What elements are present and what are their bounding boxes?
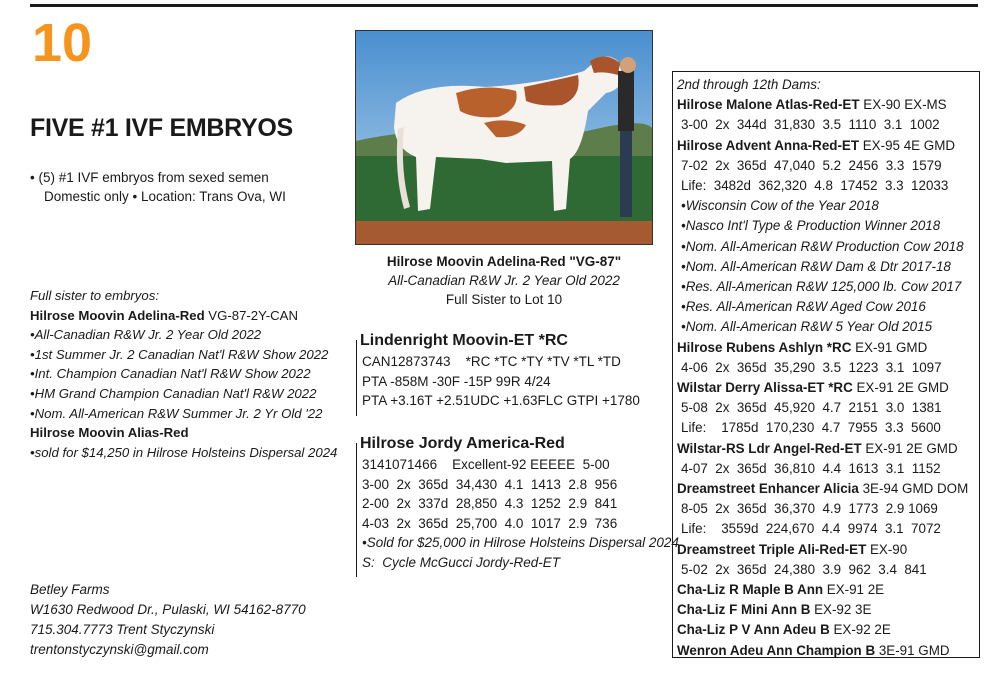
production-record: Life: 3482d 362,320 4.8 17452 3.3 12033 [681, 178, 949, 194]
offer-line: Domestic only • Location: Trans Ova, WI [44, 189, 286, 204]
honor-line: •Wisconsin Cow of the Year 2018 [681, 198, 879, 214]
consignor-email: trentonstyczynski@gmail.com [30, 642, 209, 657]
full-sister-intro: Full sister to embryos: [30, 288, 159, 303]
full-sister-title [30, 306, 360, 326]
dam-entry-classification: 3E-94 GMD DOM [858, 481, 969, 497]
sibling-name: Hilrose Moovin Alias-Red [30, 425, 189, 441]
dam-entry [677, 641, 979, 661]
consignor-contact [30, 580, 306, 660]
honor-line: •Nasco Int'l Type & Production Winner 2018 [681, 218, 941, 234]
dam-name: Hilrose Jordy America-Red [360, 435, 565, 452]
dam-entry [677, 439, 979, 459]
dam-entry-classification: EX-91 GMD [851, 339, 928, 355]
lot-number: 10 [32, 13, 93, 73]
caption-note: Full Sister to Lot 10 [445, 292, 563, 307]
sire-line: CAN12873743 *RC *TC *TY *TV *TL *TD [362, 354, 621, 369]
production-record: 7-02 2x 365d 47,040 5.2 2456 3.3 1579 [681, 157, 942, 173]
dam-entry-classification: EX-90 [866, 541, 908, 557]
production-record: 8-05 2x 365d 36,370 4.9 1773 2.9 1069 [681, 501, 938, 517]
production-record: 5-02 2x 365d 24,380 3.9 962 3.4 841 [681, 561, 927, 577]
cow-photo-illustration [356, 31, 653, 245]
consignor-phone: 715.304.7773 Trent Styczynski [30, 622, 215, 637]
consignor-address: W1630 Redwood Dr., Pulaski, WI 54162-8770 [30, 602, 306, 617]
dam-entry-name: Wilstar-RS Ldr Angel-Red-ET [677, 440, 862, 456]
dam-entry-classification: EX-95 4E GMD [859, 137, 956, 153]
dam-entry-name: Cha-Liz F Mini Ann B [677, 602, 811, 618]
full-sister-section [30, 286, 360, 462]
honor-line: •HM Grand Champion Canadian Nat'l R&W 2022 [30, 385, 317, 401]
sire-line: PTA +3.16T +2.51UDC +1.63FLC GTPI +1780 [362, 393, 640, 408]
dam-entry [677, 378, 979, 398]
dam-line: 2-00 2x 337d 28,850 4.3 1252 2.9 841 [362, 496, 618, 511]
dam-entry-classification: EX-90 EX-MS [859, 97, 947, 113]
dams-box [672, 71, 980, 658]
dam-sire: S: Cycle McGucci Jordy-Red-ET [362, 554, 561, 570]
honor-line: •Nom. All-American R&W Summer Jr. 2 Yr Old '22 [30, 405, 323, 421]
full-sister-name: Hilrose Moovin Adelina-Red [30, 307, 205, 323]
dam-entry-name: Wilstar Derry Alissa-ET *RC [677, 380, 853, 396]
dam-block [356, 433, 679, 572]
honor-line: •Int. Champion Canadian Nat'l R&W Show 2022 [30, 366, 311, 382]
dam-entry [677, 95, 979, 115]
honor-line: •Nom. All-American R&W 5 Year Old 2015 [681, 319, 933, 335]
dam-entry-classification: EX-92 2E [829, 622, 891, 638]
dam-entry-name: Hilrose Rubens Ashlyn *RC [677, 339, 852, 355]
production-record: 4-07 2x 365d 36,810 4.4 1613 3.1 1152 [681, 460, 941, 476]
consignor-name: Betley Farms [30, 582, 110, 597]
honor-line: •Res. All-American R&W Aged Cow 2016 [681, 299, 926, 315]
dam-entry-name: Hilrose Advent Anna-Red-ET [677, 137, 860, 153]
dam-entry-name: Dreamstreet Triple Ali-Red-ET [677, 541, 867, 557]
dam-entry-classification: EX-91 2E GMD [852, 380, 949, 396]
photo-caption [355, 252, 653, 309]
honor-line: •All-Canadian R&W Jr. 2 Year Old 2022 [30, 327, 262, 343]
dam-entry-classification: 3E-91 GMD [875, 642, 950, 658]
honor-line: •Res. All-American R&W 125,000 lb. Cow 2017 [681, 279, 962, 295]
dam-entry-name: Cha-Liz P V Ann Adeu B [677, 622, 830, 638]
honor-line: •Nom. All-American R&W Production Cow 2018 [681, 238, 964, 254]
dam-entry-classification: EX-91 2E GMD [861, 440, 958, 456]
dam-entry-classification: EX-92 3E [810, 602, 872, 618]
cow-photo [355, 30, 653, 245]
dam-entry-name: Cha-Liz R Maple B Ann [677, 582, 824, 598]
sire-name: Lindenright Moovin-ET *RC [360, 332, 568, 349]
sire-block [356, 330, 640, 411]
full-sister-score: VG-87-2Y-CAN [204, 307, 298, 323]
dam-line: 3141071466 Excellent-92 EEEEE 5-00 [362, 457, 610, 472]
honor-line: •Nom. All-American R&W Dam & Dtr 2017-18 [681, 258, 951, 274]
offer-details [30, 168, 286, 206]
dam-entry [677, 600, 979, 620]
dam-entry-classification: EX-91 2E [823, 582, 885, 598]
dam-entry [677, 620, 979, 640]
production-record: 4-06 2x 365d 35,290 3.5 1223 3.1 1097 [681, 359, 942, 375]
dam-entry-name: Dreamstreet Enhancer Alicia [677, 481, 859, 497]
offer-line: • (5) #1 IVF embryos from sexed semen [30, 170, 269, 185]
sire-line: PTA -858M -30F -15P 99R 4/24 [362, 373, 551, 389]
caption-award: All-Canadian R&W Jr. 2 Year Old 2022 [388, 273, 620, 288]
sire-rule [356, 340, 357, 416]
dam-entry-name: Hilrose Malone Atlas-Red-ET [677, 97, 860, 113]
production-record: Life: 3559d 224,670 4.4 9974 3.1 7072 [681, 521, 941, 537]
sibling-note: •sold for $14,250 in Hilrose Holsteins Dispersal 2024 [30, 444, 338, 460]
dam-entry [677, 136, 979, 156]
dam-entry [677, 540, 979, 560]
dams-list [677, 95, 979, 661]
production-record: 3-00 2x 344d 31,830 3.5 1110 3.1 1002 [681, 117, 940, 133]
dam-line: 4-03 2x 365d 25,700 4.0 1017 2.9 736 [362, 515, 618, 531]
honor-line: •1st Summer Jr. 2 Canadian Nat'l R&W Show 2022 [30, 346, 329, 362]
dam-entry-name: Wenron Adeu Ann Champion B [677, 642, 876, 658]
dam-entry [677, 580, 979, 600]
production-record: Life: 1785d 170,230 4.7 7955 3.3 5600 [681, 420, 941, 436]
dam-entry [677, 479, 979, 499]
lot-title: FIVE #1 IVF EMBRYOS [30, 114, 293, 142]
dam-entry [677, 338, 979, 358]
dam-note: •Sold for $25,000 in Hilrose Holsteins Dispersal 2024 [362, 535, 679, 550]
production-record: 5-08 2x 365d 45,920 4.7 2151 3.0 1381 [681, 400, 942, 416]
caption-name: Hilrose Moovin Adelina-Red "VG-87" [386, 254, 622, 269]
dam-rule [356, 443, 357, 577]
dam-line: 3-00 2x 365d 34,430 4.1 1413 2.8 956 [362, 476, 618, 492]
top-rule [30, 4, 978, 7]
dams-heading: 2nd through 12th Dams: [677, 77, 821, 92]
